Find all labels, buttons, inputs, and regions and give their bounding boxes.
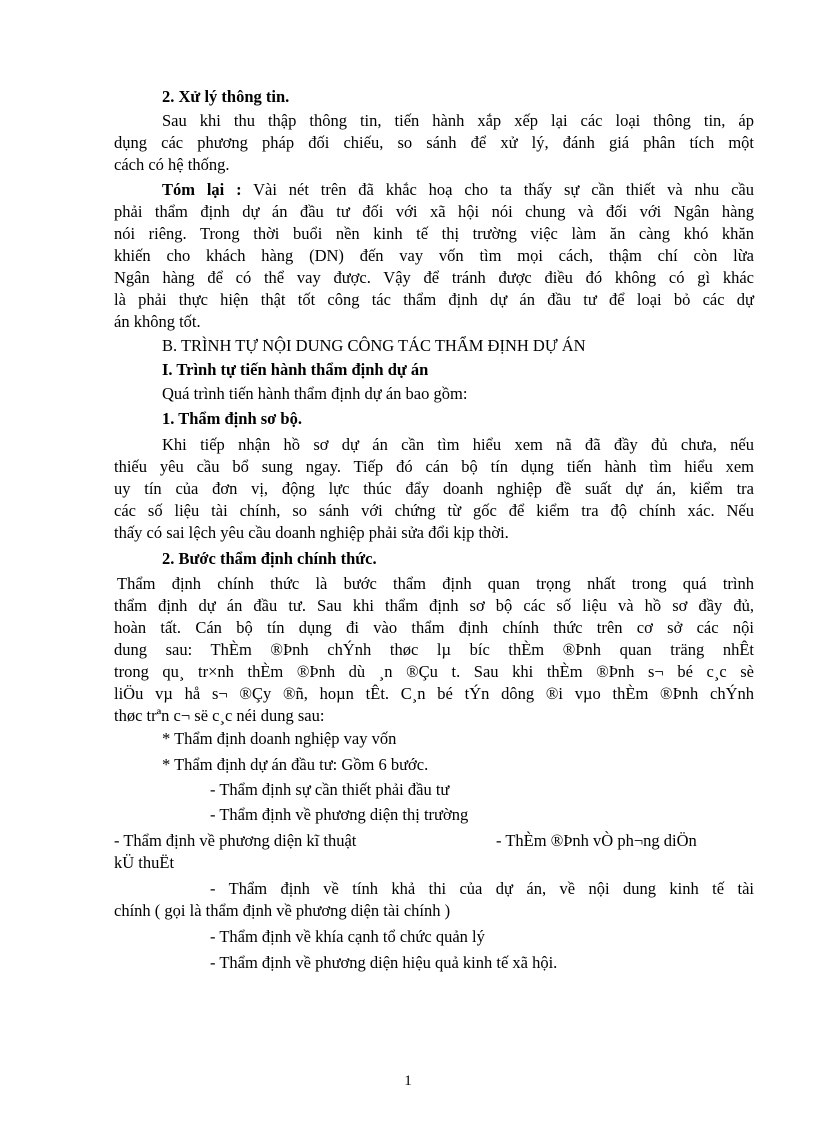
- section-heading: 2. Bước thẩm định chính thức.: [162, 549, 377, 568]
- page-number: 1: [404, 1073, 412, 1089]
- paragraph-line: hoàn tất. Cán bộ tín dụng đi vào thẩm định chính thức trên cơ sở các nội: [114, 618, 754, 637]
- paragraph-line: liÖu vµ hå s¬ ®Çy ®ñ, hoµn tÊt. C¸n bé tÝn dông ®i vµo thÈm ®Þnh chÝnh: [114, 684, 754, 703]
- paragraph-line: phải thẩm định dự án đầu tư đối với xã hội nói chung và đối với Ngân hàng: [114, 202, 754, 221]
- paragraph-line: khiến cho khách hàng (DN) đến vay vốn tìm mọi cách, thậm chí còn lừa: [114, 246, 754, 265]
- step-item: - Thẩm định về phương diện thị trường: [210, 805, 469, 824]
- paragraph-line: Sau khi thu thập thông tin, tiến hành xắp xếp lại các loại thông tin, áp: [162, 111, 754, 130]
- step-item: - Thẩm định về khía cạnh tổ chức quản lý: [210, 927, 485, 946]
- step-item: chính ( gọi là thẩm định về phương diện tài chính ): [114, 901, 451, 920]
- paragraph-line: dụng các phương pháp đối chiếu, so sánh để xử lý, đánh giá phân tích một: [114, 133, 754, 152]
- paragraph-line: Ngân hàng để có thể vay được. Vậy để tránh được điều đó không có gì khác: [114, 268, 754, 287]
- summary-lead: Tóm lại :: [162, 180, 242, 199]
- paragraph-line: án không tốt.: [114, 312, 201, 331]
- paragraph-line: Quá trình tiến hành thẩm định dự án bao gồm:: [162, 384, 468, 403]
- garbled-text: kÜ thuËt: [114, 853, 175, 872]
- paragraph-line: trong qu¸ tr×nh thÈm ®Þnh dù ¸n ®Çu t. Sau khi thÈm ®Þnh s¬ bé c¸c sè: [114, 662, 754, 681]
- chapter-heading: B. TRÌNH TỰ NỘI DUNG CÔNG TÁC THẨM ĐỊNH DỰ ÁN: [162, 336, 586, 355]
- paragraph-line: thấy có sai lệch yêu cầu doanh nghiệp phải sửa đổi kịp thời.: [114, 523, 509, 542]
- paragraph-line: thẩm định dự án đầu tư. Sau khi thẩm định sơ bộ các số liệu và hồ sơ đầy đủ,: [114, 596, 754, 615]
- paragraph-line: cách có hệ thống.: [114, 155, 230, 174]
- paragraph-line: thøc trªn c¬ së c¸c néi dung sau:: [114, 706, 325, 725]
- paragraph-line: uy tín của đơn vị, động lực thúc đẩy doanh nghiệp đề suất dự án, kiểm tra: [114, 479, 754, 498]
- section-heading: 2. Xử lý thông tin.: [162, 87, 290, 106]
- step-item: - Thẩm định về phương diện kĩ thuật: [114, 831, 357, 850]
- step-item: - Thẩm định về phương diện hiệu quả kinh tế xã hội.: [210, 953, 558, 972]
- step-item: - Thẩm định sự cần thiết phải đầu tư: [210, 780, 450, 799]
- bullet-item: * Thẩm định doanh nghiệp vay vốn: [162, 729, 397, 748]
- paragraph-line: thiếu yêu cầu bổ sung ngay. Tiếp đó cán bộ tín dụng tiến hành tìm hiểu xem: [114, 457, 754, 476]
- summary-text: Vài nét trên đã khắc hoạ cho ta thấy sự cần thiết và nhu cầu: [241, 180, 754, 199]
- garbled-text: - ThÈm ®Þnh vÒ ph¬ng diÖn: [496, 831, 697, 850]
- paragraph-line: nói riêng. Trong thời buổi nền kinh tế thị trường việc làm ăn càng khó khăn: [114, 224, 754, 243]
- paragraph-line: các số liệu tài chính, so sánh với chứng từ gốc để kiểm tra độ chính xác. Nếu: [114, 501, 754, 520]
- paragraph-line: là phải thực hiện thật tốt công tác thẩm định dự án đầu tư để loại bỏ các dự: [114, 290, 754, 309]
- section-heading: I. Trình tự tiến hành thẩm định dự án: [162, 360, 429, 379]
- paragraph-line: Khi tiếp nhận hồ sơ dự án cần tìm hiểu xem nã đã đầy đủ chưa, nếu: [162, 435, 754, 454]
- step-item: - Thẩm định về tính khả thi của dự án, về nội dung kinh tế tài: [210, 879, 754, 898]
- paragraph-line: [162, 179, 754, 201]
- section-heading: 1. Thẩm định sơ bộ.: [162, 409, 302, 428]
- bullet-item: * Thẩm định dự án đầu tư: Gồm 6 bước.: [162, 755, 429, 774]
- paragraph-line: dung sau: ThÈm ®Þnh chÝnh thøc lµ bíc thÈm ®Þnh quan träng nhÊt: [114, 640, 754, 659]
- paragraph-line: Thẩm định chính thức là bước thẩm định quan trọng nhất trong quá trình: [117, 574, 754, 593]
